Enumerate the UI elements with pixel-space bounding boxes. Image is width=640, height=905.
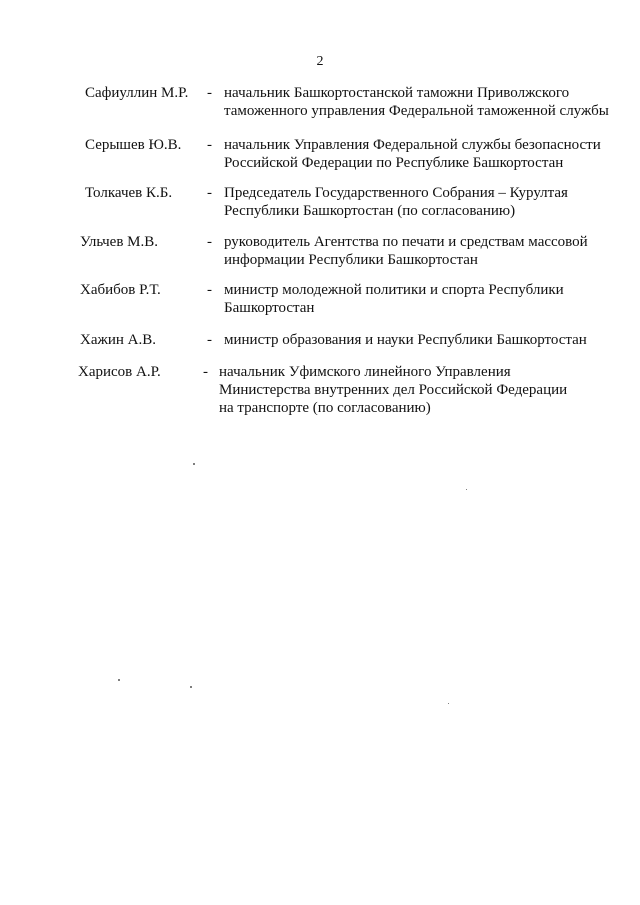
description-line: на транспорте (по согласованию) — [219, 400, 431, 416]
description-line: начальник Управления Федеральной службы безопасности — [224, 137, 601, 153]
separator-dash: - — [207, 85, 212, 101]
person-name: Хабибов Р.Т. — [80, 282, 161, 298]
description-line: таможенного управления Федеральной таможенной службы — [224, 103, 609, 119]
person-name: Ульчев М.В. — [80, 234, 158, 250]
description-line: Российской Федерации по Республике Башкортостан — [224, 155, 564, 171]
page-number: 2 — [316, 54, 324, 69]
description-line: Министерства внутренних дел Российской Федерации — [219, 382, 568, 398]
description-line: министр образования и науки Республики Башкортостан — [224, 332, 587, 348]
description-line: начальник Уфимского линейного Управления — [219, 364, 511, 380]
position-description — [224, 136, 629, 172]
person-name: Хажин А.В. — [80, 332, 156, 348]
position-description — [224, 233, 629, 269]
person-name: Толкачев К.Б. — [85, 185, 173, 201]
scan-speck — [190, 686, 192, 688]
scan-speck — [193, 463, 195, 465]
position-description — [219, 363, 624, 417]
separator-dash: - — [207, 137, 212, 153]
position-description — [224, 331, 629, 349]
scan-speck — [118, 679, 120, 681]
separator-dash: - — [207, 185, 212, 201]
separator-dash: - — [207, 234, 212, 250]
description-line: начальник Башкортостанской таможни Приволжского — [224, 85, 570, 101]
description-line: руководитель Агентства по печати и средствам массовой — [224, 234, 588, 250]
position-description — [224, 84, 629, 120]
description-line: Председатель Государственного Собрания – Курултая — [224, 185, 568, 201]
description-line: Республики Башкортостан (по согласованию) — [224, 203, 516, 219]
description-line: информации Республики Башкортостан — [224, 252, 478, 268]
description-line: министр молодежной политики и спорта Республики — [224, 282, 564, 298]
scan-speck — [448, 703, 449, 704]
separator-dash: - — [203, 364, 208, 380]
position-description — [224, 281, 629, 317]
description-line: Башкортостан — [224, 300, 315, 316]
scan-speck — [466, 489, 467, 490]
separator-dash: - — [207, 282, 212, 298]
person-name: Сафиуллин М.Р. — [85, 85, 189, 101]
person-name: Серышев Ю.В. — [85, 137, 182, 153]
separator-dash: - — [207, 332, 212, 348]
person-name: Харисов А.Р. — [78, 364, 161, 380]
position-description — [224, 184, 629, 220]
